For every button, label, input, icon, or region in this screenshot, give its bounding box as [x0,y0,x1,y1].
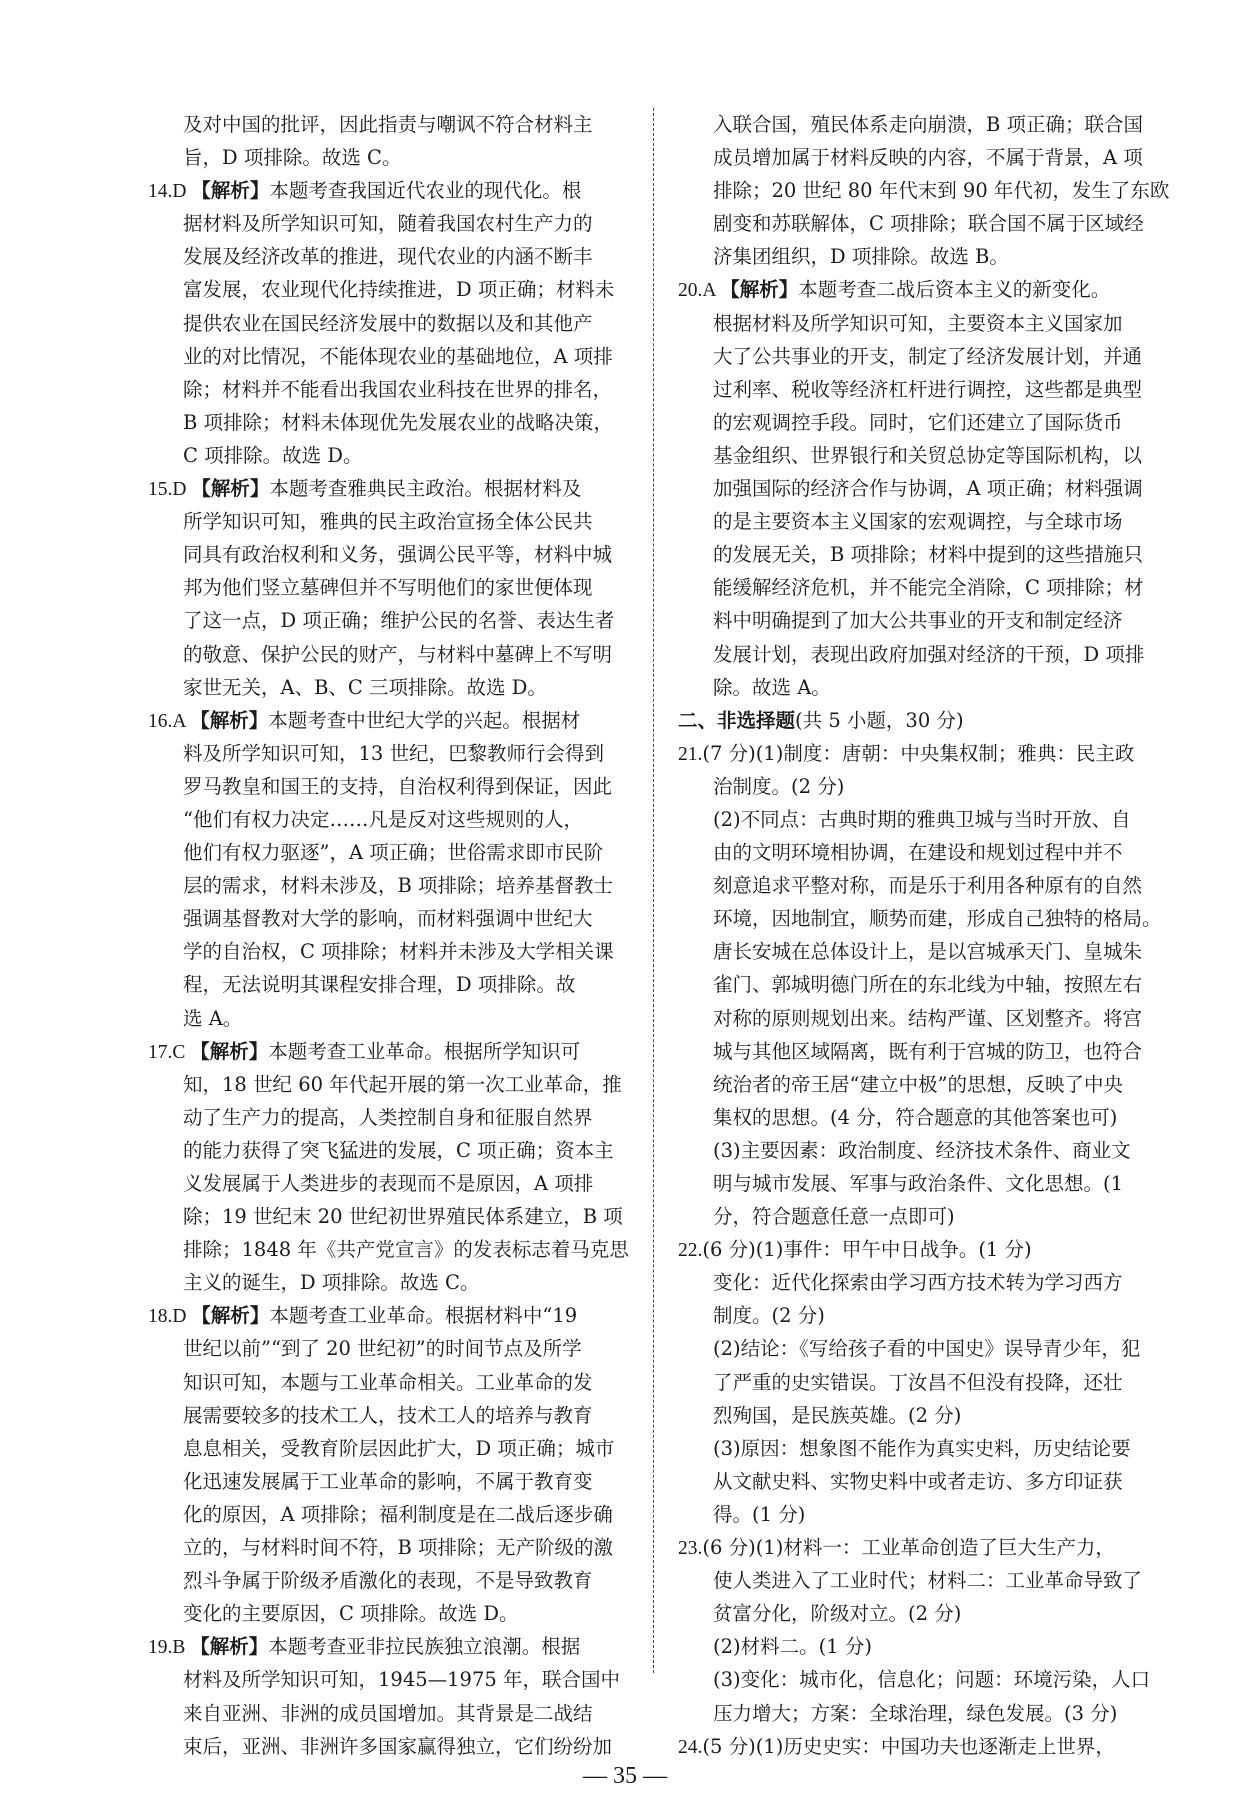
text-line [148,108,638,141]
text-line [148,1564,638,1597]
text-line [148,373,638,406]
text-line [148,571,638,604]
text-line [678,604,1178,637]
text-line [148,836,638,869]
line-text: 层的需求，材料未涉及，B 项排除；培养基督教士 [183,874,614,898]
line-text: 使人类进入了工业时代；材料二：工业革命导致了 [713,1569,1143,1593]
right-column [678,108,1178,1763]
text-line [678,141,1178,174]
text-line [148,1299,638,1332]
line-text: 唐长安城在总体设计上，是以宫城承天门、皇城朱 [713,940,1143,964]
line-text: 材料及所学知识可知，1945—1975 年，联合国中 [183,1668,620,1692]
text-line [678,836,1178,869]
text-line [148,671,638,704]
line-text: (3)变化：城市化，信息化；问题：环境污染，人口 [713,1668,1151,1692]
text-line [678,472,1178,505]
line-text: 来自亚洲、非洲的成员国增加。其背景是二战结 [183,1701,593,1725]
text-line [148,869,638,902]
line-text: 邦为他们竖立墓碑但并不写明他们的家世便体现 [183,576,593,600]
question-number: 19.B [148,1637,191,1659]
analysis-tag: 【解析】 [190,708,269,732]
line-text: 制度。(2 分) [713,1304,825,1328]
line-text: (共 5 小题，30 分) [795,708,964,732]
text-line [678,1068,1178,1101]
text-line [678,307,1178,340]
text-line [148,1399,638,1432]
text-line [678,505,1178,538]
text-line [678,1200,1178,1233]
line-text: “他们有权力决定……凡是反对这些规则的人， [183,807,583,831]
question-number: 16.A [148,710,191,732]
line-text: 据材料及所学知识可知，随着我国农村生产力的 [183,212,593,236]
text-line [678,1002,1178,1035]
text-line [678,406,1178,439]
line-text: 集权的思想。(4 分，符合题意的其他答案也可) [713,1105,1118,1129]
text-line [148,141,638,174]
page-number: — 35 — [583,1763,667,1789]
line-text: 展需要较多的技术工人，技术工人的培养与教育 [183,1403,593,1427]
line-text: 化的原因，A 项排除；福利制度是在二战后逐步确 [183,1502,613,1526]
line-text: 选 A。 [183,1006,243,1030]
line-text: C 项排除。故选 D。 [183,443,363,467]
text-line [148,1134,638,1167]
text-line [678,373,1178,406]
line-text: 大了公共事业的开支，制定了经济发展计划，并通 [713,344,1143,368]
text-line [678,1035,1178,1068]
line-text: 的发展无关，B 项排除；材料中提到的这些措施只 [713,543,1144,567]
line-text: 加强国际的经济合作与协调，A 项正确；材料强调 [713,477,1143,501]
text-line [678,340,1178,373]
line-text: 排除；20 世纪 80 年代末到 90 年代初，发生了东欧 [713,179,1170,203]
line-text: 对称的原则规划出来。结构严谨、区划整齐。将宫 [713,1006,1143,1030]
line-text: 统治者的帝王居“建立中极”的思想，反映了中央 [713,1072,1123,1096]
line-text: 的是主要资本主义国家的宏观调控，与全球市场 [713,510,1123,534]
line-text: 的能力获得了突飞猛进的发展，C 项正确；资本主 [183,1138,614,1162]
line-text: 烈殉国，是民族英雄。(2 分) [713,1403,962,1427]
text-line [678,638,1178,671]
line-text: 分，符合题意任意一点即可) [713,1205,955,1229]
line-text: 知，18 世纪 60 年代起开展的第一次工业革命，推 [183,1072,622,1096]
line-text: (5 分)(1)历史史实：中国功夫也逐渐走上世界， [702,1734,1115,1758]
text-line [148,770,638,803]
line-text: 所学知识可知，雅典的民主政治宣扬全体公民共 [183,510,593,534]
question-number: 20.A [678,280,721,302]
line-text: 城与其他区域隔离，既有利于宫城的防卫，也符合 [713,1039,1143,1063]
text-line [148,1332,638,1365]
line-text: (2)不同点：古典时期的雅典卫城与当时开放、自 [713,807,1131,831]
text-line [678,935,1178,968]
line-text: 本题考查工业革命。根据材料中“19 [269,1304,578,1328]
analysis-tag: 【解析】 [720,278,799,302]
text-line [148,1366,638,1399]
text-line [148,1035,638,1068]
line-text: 罗马教皇和国王的支持，自治权利得到保证，因此 [183,774,613,798]
text-line [678,240,1178,273]
line-text: 雀门、郭城明德门所在的东北线为中轴，按照左右 [713,973,1143,997]
text-line [678,1332,1178,1365]
text-line [678,704,1178,737]
text-line [678,1697,1178,1730]
line-text: 义发展属于人类进步的表现而不是原因，A 项排 [183,1172,594,1195]
line-text: 程，无法说明其课程安排合理，D 项排除。故 [183,973,576,997]
text-line [148,1002,638,1035]
line-text: 剧变和苏联解体，C 项排除；联合国不属于区域经 [713,212,1144,236]
line-text: 本题考查二战后资本主义的新变化。 [798,278,1111,302]
line-text: 的宏观调控手段。同时，它们还建立了国际货币 [713,410,1123,434]
text-line [148,439,638,472]
text-line [148,1068,638,1101]
line-text: 济集团组织，D 项排除。故选 B。 [713,245,1009,269]
text-line [148,1630,638,1663]
text-line [678,1134,1178,1167]
line-text: (6 分)(1)材料一：工业革命创造了巨大生产力， [702,1536,1115,1560]
line-text: 了这一点，D 项正确；维护公民的名誉、表达生者 [183,609,615,633]
text-line [148,538,638,571]
text-line [148,472,638,505]
text-line [678,273,1178,306]
text-line [678,1730,1178,1763]
text-line [678,1399,1178,1432]
line-text: 本题考查中世纪大学的兴起。根据材 [268,708,581,732]
text-line [148,1200,638,1233]
text-line [148,1730,638,1763]
text-line [678,1366,1178,1399]
line-text: 提供农业在国民经济发展中的数据以及和其他产 [183,311,593,335]
column-divider [653,108,654,1673]
line-text: 排除；1848 年《共产党宣言》的发表标志着马克思 [183,1238,629,1262]
text-line [678,1266,1178,1299]
question-number: 17.C [148,1041,191,1063]
line-text: (2)材料二。(1 分) [713,1635,872,1659]
text-line [148,1531,638,1564]
text-line [678,174,1178,207]
question-number: 23. [678,1538,703,1560]
text-line [148,1663,638,1696]
text-line [678,902,1178,935]
text-line [148,604,638,637]
line-text: 学的自治权，C 项排除；材料并未涉及大学相关课 [183,940,614,964]
left-column [148,108,638,1763]
line-text: (3)原因：想象图不能作为真实史料，历史结论要 [713,1436,1131,1460]
line-text: 入联合国，殖民体系走向崩溃，B 项正确；联合国 [713,113,1144,136]
text-line [678,968,1178,1001]
line-text: 及对中国的批评，因此指责与嘲讽不符合材料主 [183,113,593,136]
line-text: 成员增加属于材料反映的内容，不属于背景，A 项 [713,146,1143,170]
text-line [148,1697,638,1730]
text-line [678,737,1178,770]
text-line [678,1465,1178,1498]
text-line [148,174,638,207]
text-line [148,1465,638,1498]
text-line [148,406,638,439]
text-line [148,737,638,770]
text-line [678,207,1178,240]
line-text: 发展及经济改革的推进，现代农业的内涵不断丰 [183,245,593,269]
text-line [148,704,638,737]
text-line [678,1531,1178,1564]
line-text: 本题考查工业革命。根据所学知识可 [268,1039,581,1063]
question-number: 14.D [148,181,192,203]
question-number: 18.D [148,1306,192,1328]
text-line [148,505,638,538]
text-line [678,108,1178,141]
line-text: (7 分)(1)制度：唐朝：中央集权制；雅典：民主政 [702,741,1135,765]
line-text: 世纪以前”“到了 20 世纪初”的时间节点及所学 [183,1337,582,1361]
text-line [148,935,638,968]
line-text: 他们有权力驱逐”，A 项正确；世俗需求即市民阶 [183,841,604,865]
text-line [148,1432,638,1465]
line-text: 家世无关，A、B、C 三项排除。故选 D。 [183,675,547,699]
text-line [678,439,1178,472]
analysis-tag: 【解析】 [191,179,270,203]
text-line [148,968,638,1001]
line-text: 化迅速发展属于工业革命的影响，不属于教育变 [183,1469,593,1493]
line-text: 料中明确提到了加大公共事业的开支和制定经济 [713,609,1123,633]
section-heading: 二、非选择题 [678,708,796,732]
line-text: 强调基督教对大学的影响，而材料强调中世纪大 [183,907,593,931]
line-text: 本题考查雅典民主政治。根据材料及 [269,477,582,501]
analysis-tag: 【解析】 [190,1635,269,1659]
analysis-tag: 【解析】 [190,1039,269,1063]
line-text: 息息相关，受教育阶层因此扩大，D 项正确；城市 [183,1436,615,1460]
line-text: 立的，与材料时间不符，B 项排除；无产阶级的激 [183,1536,614,1560]
line-text: 烈斗争属于阶级矛盾激化的表现，不是导致教育 [183,1569,593,1593]
text-line [678,1597,1178,1630]
line-text: 贫富分化，阶级对立。(2 分) [713,1602,962,1626]
text-line [148,1498,638,1531]
question-number: 21. [678,743,703,765]
line-text: 除；材料并不能看出我国农业科技在世界的排名， [183,377,613,401]
line-text: 除。故选 A。 [713,675,831,699]
line-text: 变化：近代化探索由学习西方技术转为学习西方 [713,1271,1123,1295]
line-text: 的敬意、保护公民的财产，与材料中墓碑上不写明 [183,642,613,666]
text-line [678,1101,1178,1134]
text-line [678,1498,1178,1531]
text-line [148,1167,638,1200]
text-line [148,1233,638,1266]
question-number: 24. [678,1736,703,1758]
line-text: (2)结论：《写给孩子看的中国史》误导青少年，犯 [713,1337,1141,1361]
line-text: 旨，D 项排除。故选 C。 [183,146,402,170]
line-text: B 项排除；材料未体现优先发展农业的战略决策， [183,410,614,434]
line-text: 业的对比情况，不能体现农业的基础地位，A 项排 [183,344,613,368]
question-number: 15.D [148,479,192,501]
text-line [148,273,638,306]
text-line [678,671,1178,704]
line-text: 根据材料及所学知识可知，主要资本主义国家加 [713,311,1123,335]
line-text: 得。(1 分) [713,1502,806,1526]
text-line [678,1233,1178,1266]
line-text: 明与城市发展、军事与政治条件、文化思想。(1 [713,1172,1124,1195]
line-text: 束后，亚洲、非洲许多国家赢得独立，它们纷纷加 [183,1734,613,1758]
text-line [678,1299,1178,1332]
text-line [148,1597,638,1630]
line-text: 富发展，农业现代化持续推进，D 项正确；材料未 [183,278,615,302]
line-text: 料及所学知识可知，13 世纪，巴黎教师行会得到 [183,741,605,765]
text-line [148,207,638,240]
text-line [678,1630,1178,1663]
text-line [148,803,638,836]
question-number: 22. [678,1240,703,1262]
line-text: 动了生产力的提高，人类控制自身和征服自然界 [183,1105,593,1129]
analysis-tag: 【解析】 [191,477,270,501]
line-text: 本题考查亚非拉民族独立浪潮。根据 [268,1635,581,1659]
line-text: 压力增大；方案：全球治理，绿色发展。(3 分) [713,1701,1118,1725]
text-line [148,307,638,340]
analysis-tag: 【解析】 [191,1304,270,1328]
line-text: 发展计划，表现出政府加强对经济的干预，D 项排 [713,642,1145,666]
text-line [148,340,638,373]
text-line [678,1432,1178,1465]
line-text: 能缓解经济危机，并不能完全消除，C 项排除；材 [713,576,1144,600]
text-line [148,638,638,671]
line-text: 主义的诞生，D 项排除。故选 C。 [183,1271,480,1295]
text-line [678,1564,1178,1597]
line-text: (3)主要因素：政治制度、经济技术条件、商业文 [713,1138,1131,1162]
text-line [678,571,1178,604]
line-text: 从文献史料、实物史料中或者走访、多方印证获 [713,1469,1123,1493]
text-line [148,902,638,935]
line-text: 变化的主要原因，C 项排除。故选 D。 [183,1602,519,1626]
line-text: 知识可知，本题与工业革命相关。工业革命的发 [183,1370,593,1394]
text-line [678,770,1178,803]
line-text: 基金组织、世界银行和关贸总协定等国际机构，以 [713,443,1143,467]
text-line [678,538,1178,571]
line-text: 本题考查我国近代农业的现代化。根 [269,179,582,203]
line-text: 同具有政治权利和义务，强调公民平等，材料中城 [183,543,613,567]
text-line [678,869,1178,902]
text-line [148,1266,638,1299]
text-line [678,1663,1178,1696]
line-text: 除；19 世纪末 20 世纪初世界殖民体系建立，B 项 [183,1205,623,1229]
line-text: 环境，因地制宜，顺势而建，形成自己独特的格局。 [713,907,1162,931]
line-text: 治制度。(2 分) [713,774,845,798]
line-text: 刻意追求平整对称，而是乐于利用各种原有的自然 [713,874,1143,898]
text-line [148,240,638,273]
line-text: 了严重的史实错误。丁汝昌不但没有投降，还壮 [713,1370,1123,1394]
text-line [148,1101,638,1134]
line-text: (6 分)(1)事件：甲午中日战争。(1 分) [702,1238,1032,1262]
text-line [678,803,1178,836]
line-text: 由的文明环境相协调，在建设和规划过程中并不 [713,841,1123,865]
text-line [678,1167,1178,1200]
line-text: 过利率、税收等经济杠杆进行调控，这些都是典型 [713,377,1143,401]
